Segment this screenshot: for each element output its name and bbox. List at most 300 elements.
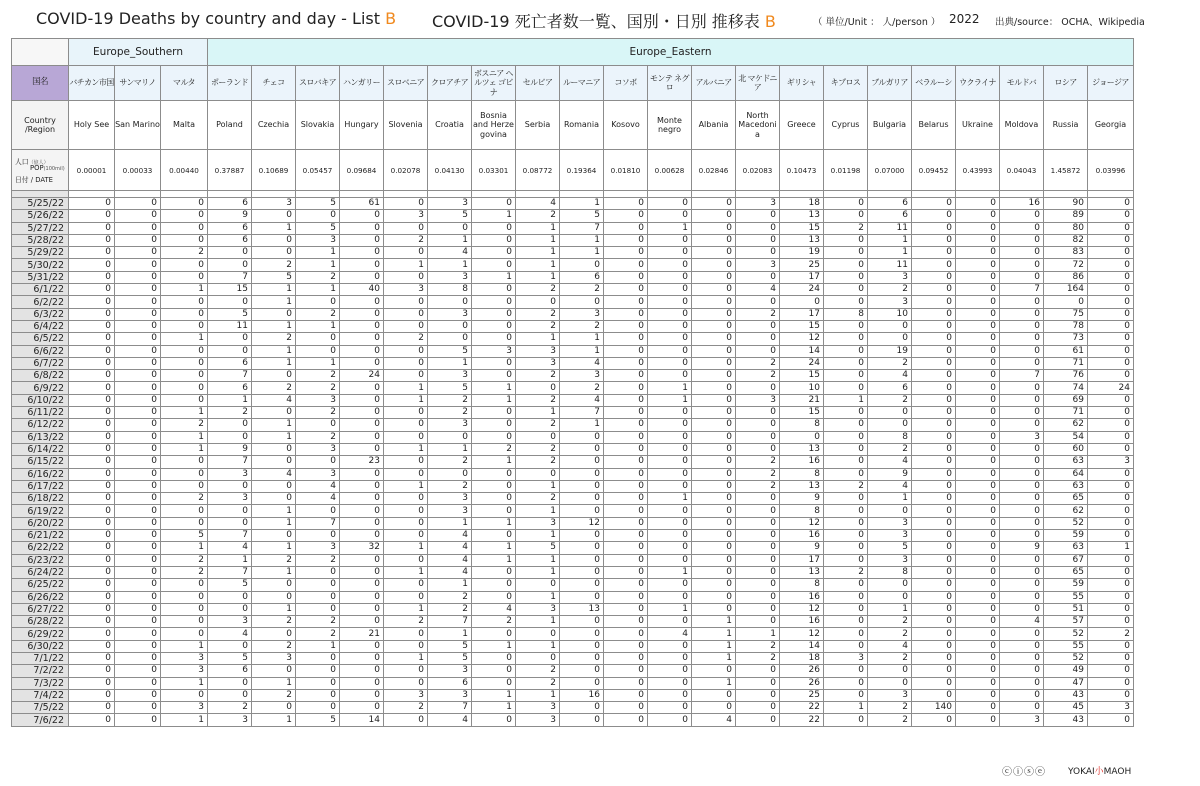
deaths-cell: 0: [1000, 456, 1044, 468]
deaths-cell: 0: [912, 456, 956, 468]
deaths-cell: 0: [1000, 357, 1044, 369]
country-name-jp: ジョージア: [1088, 66, 1134, 101]
deaths-cell: 0: [604, 640, 648, 652]
deaths-cell: 0: [824, 616, 868, 628]
country-name-jp: ロシア: [1044, 66, 1088, 101]
deaths-cell: 49: [1044, 665, 1088, 677]
date-cell: 6/13/22: [12, 431, 69, 443]
deaths-cell: 0: [1000, 296, 1044, 308]
deaths-cell: 0: [1000, 505, 1044, 517]
deaths-cell: 1: [428, 517, 472, 529]
deaths-cell: 0: [115, 357, 161, 369]
deaths-cell: 0: [1088, 530, 1134, 542]
deaths-cell: 0: [161, 210, 208, 222]
deaths-cell: 0: [340, 505, 384, 517]
deaths-cell: 0: [384, 357, 428, 369]
deaths-cell: 0: [648, 247, 692, 259]
deaths-cell: 0: [604, 271, 648, 283]
deaths-cell: 0: [956, 431, 1000, 443]
deaths-cell: 7: [208, 271, 252, 283]
deaths-cell: 5: [296, 714, 340, 726]
deaths-cell: 0: [824, 284, 868, 296]
deaths-cell: 7: [428, 702, 472, 714]
deaths-cell: 4: [868, 480, 912, 492]
deaths-cell: 0: [956, 665, 1000, 677]
deaths-cell: 13: [780, 234, 824, 246]
country-name-en: Romania: [560, 101, 604, 150]
deaths-cell: 24: [780, 357, 824, 369]
deaths-cell: 0: [472, 419, 516, 431]
deaths-cell: 0: [736, 333, 780, 345]
deaths-cell: 0: [956, 296, 1000, 308]
deaths-cell: 3: [868, 689, 912, 701]
country-name-jp: マルタ: [161, 66, 208, 101]
date-cell: 6/15/22: [12, 456, 69, 468]
deaths-cell: 0: [69, 665, 115, 677]
deaths-cell: 0: [340, 677, 384, 689]
deaths-cell: 0: [1088, 419, 1134, 431]
deaths-cell: 0: [69, 530, 115, 542]
deaths-cell: 0: [340, 247, 384, 259]
deaths-cell: 1: [868, 234, 912, 246]
deaths-cell: 0: [115, 689, 161, 701]
deaths-cell: 1: [472, 689, 516, 701]
date-cell: 6/22/22: [12, 542, 69, 554]
deaths-cell: 0: [604, 308, 648, 320]
deaths-cell: 0: [115, 431, 161, 443]
deaths-cell: 0: [604, 652, 648, 664]
deaths-cell: 0: [69, 419, 115, 431]
deaths-cell: 0: [824, 431, 868, 443]
deaths-cell: 11: [868, 259, 912, 271]
country-name-en: Malta: [161, 101, 208, 150]
deaths-cell: 25: [780, 689, 824, 701]
deaths-cell: 1: [384, 566, 428, 578]
deaths-cell: 0: [1088, 308, 1134, 320]
deaths-cell: 0: [384, 579, 428, 591]
deaths-cell: 0: [340, 419, 384, 431]
deaths-cell: 0: [472, 308, 516, 320]
deaths-cell: 2: [516, 320, 560, 332]
deaths-cell: 0: [604, 493, 648, 505]
deaths-cell: 0: [912, 407, 956, 419]
country-name-en: Greece: [780, 101, 824, 150]
deaths-cell: 1: [560, 419, 604, 431]
country-name-en: Slovakia: [296, 101, 340, 150]
deaths-cell: 2: [560, 382, 604, 394]
deaths-cell: 0: [516, 579, 560, 591]
country-population: 0.07000: [868, 150, 912, 191]
deaths-cell: 0: [736, 407, 780, 419]
deaths-cell: 0: [604, 259, 648, 271]
spacer-cell: [161, 191, 208, 198]
deaths-cell: 0: [824, 345, 868, 357]
deaths-cell: 2: [296, 382, 340, 394]
deaths-cell: 16: [780, 616, 824, 628]
deaths-cell: 17: [780, 308, 824, 320]
deaths-cell: 0: [648, 677, 692, 689]
deaths-cell: 0: [340, 382, 384, 394]
deaths-cell: 1: [516, 689, 560, 701]
deaths-cell: 0: [384, 370, 428, 382]
deaths-cell: 0: [340, 296, 384, 308]
deaths-cell: 0: [604, 517, 648, 529]
deaths-cell: 40: [340, 284, 384, 296]
deaths-cell: 3: [428, 689, 472, 701]
deaths-cell: 3: [516, 357, 560, 369]
deaths-cell: 1: [161, 407, 208, 419]
date-cell: 6/9/22: [12, 382, 69, 394]
deaths-cell: 0: [296, 419, 340, 431]
deaths-cell: 4: [1000, 616, 1044, 628]
deaths-cell: 0: [692, 702, 736, 714]
deaths-cell: 3: [516, 517, 560, 529]
deaths-cell: 0: [956, 357, 1000, 369]
deaths-cell: 0: [604, 210, 648, 222]
deaths-cell: 0: [252, 665, 296, 677]
deaths-cell: 0: [824, 247, 868, 259]
deaths-cell: 0: [161, 357, 208, 369]
deaths-cell: 0: [161, 320, 208, 332]
spacer-cell: [115, 191, 161, 198]
deaths-cell: 0: [824, 333, 868, 345]
deaths-cell: 2: [384, 702, 428, 714]
deaths-cell: 13: [780, 210, 824, 222]
deaths-cell: 0: [161, 579, 208, 591]
deaths-cell: 13: [780, 443, 824, 455]
deaths-cell: 0: [384, 320, 428, 332]
deaths-cell: 0: [956, 702, 1000, 714]
date-cell: 6/27/22: [12, 603, 69, 615]
deaths-cell: 2: [824, 566, 868, 578]
deaths-cell: 0: [604, 689, 648, 701]
country-name-jp: モルドバ: [1000, 66, 1044, 101]
deaths-cell: 0: [115, 566, 161, 578]
deaths-cell: 0: [296, 210, 340, 222]
deaths-cell: 0: [692, 579, 736, 591]
deaths-cell: 0: [161, 382, 208, 394]
deaths-cell: 5: [161, 530, 208, 542]
deaths-cell: 12: [780, 603, 824, 615]
deaths-cell: 0: [384, 517, 428, 529]
deaths-cell: 12: [780, 333, 824, 345]
deaths-cell: 0: [340, 530, 384, 542]
deaths-cell: 65: [1044, 493, 1088, 505]
deaths-cell: 0: [560, 677, 604, 689]
date-cell: 7/1/22: [12, 652, 69, 664]
table-row: [12, 456, 1134, 468]
row-label-country-en: Country /Region: [12, 101, 69, 150]
deaths-cell: 1: [428, 579, 472, 591]
deaths-cell: 0: [560, 628, 604, 640]
deaths-cell: 6: [208, 357, 252, 369]
deaths-cell: 23: [340, 456, 384, 468]
deaths-cell: 15: [780, 407, 824, 419]
deaths-cell: 0: [956, 652, 1000, 664]
deaths-cell: 16: [560, 689, 604, 701]
deaths-cell: 5: [428, 652, 472, 664]
country-name-jp: サンマリノ: [115, 66, 161, 101]
deaths-cell: 0: [824, 677, 868, 689]
deaths-cell: 0: [604, 505, 648, 517]
deaths-cell: 0: [69, 677, 115, 689]
deaths-cell: 52: [1044, 628, 1088, 640]
deaths-cell: 2: [208, 407, 252, 419]
deaths-cell: 0: [252, 530, 296, 542]
deaths-cell: 0: [296, 566, 340, 578]
deaths-cell: 3: [560, 370, 604, 382]
deaths-cell: 71: [1044, 407, 1088, 419]
deaths-cell: 0: [115, 284, 161, 296]
deaths-cell: 0: [296, 333, 340, 345]
deaths-cell: 0: [956, 689, 1000, 701]
deaths-cell: 0: [736, 542, 780, 554]
deaths-cell: 0: [252, 628, 296, 640]
deaths-cell: 0: [1088, 665, 1134, 677]
deaths-cell: 0: [1088, 566, 1134, 578]
deaths-cell: 21: [780, 394, 824, 406]
date-cell: 7/6/22: [12, 714, 69, 726]
deaths-cell: 0: [604, 542, 648, 554]
deaths-cell: 6: [868, 382, 912, 394]
table-row: [12, 566, 1134, 578]
deaths-cell: 3: [296, 234, 340, 246]
deaths-cell: 1: [692, 640, 736, 652]
deaths-cell: 0: [384, 296, 428, 308]
deaths-cell: 0: [736, 234, 780, 246]
deaths-cell: 26: [780, 665, 824, 677]
deaths-cell: 71: [1044, 357, 1088, 369]
deaths-cell: 3: [736, 259, 780, 271]
deaths-cell: 12: [780, 628, 824, 640]
deaths-cell: 0: [69, 320, 115, 332]
deaths-cell: 8: [824, 308, 868, 320]
deaths-cell: 0: [208, 591, 252, 603]
deaths-cell: 0: [648, 284, 692, 296]
table-row: [12, 702, 1134, 714]
deaths-cell: 0: [912, 530, 956, 542]
deaths-cell: 140: [912, 702, 956, 714]
deaths-cell: 7: [560, 222, 604, 234]
deaths-cell: 0: [115, 456, 161, 468]
deaths-cell: 4: [428, 714, 472, 726]
deaths-cell: 0: [428, 333, 472, 345]
country-name-en: Hungary: [340, 101, 384, 150]
deaths-cell: 0: [161, 370, 208, 382]
deaths-cell: 15: [780, 222, 824, 234]
deaths-cell: 0: [604, 456, 648, 468]
deaths-cell: 0: [824, 689, 868, 701]
country-name-jp: セルビア: [516, 66, 560, 101]
deaths-cell: 0: [648, 689, 692, 701]
deaths-cell: 0: [340, 591, 384, 603]
deaths-cell: 0: [824, 640, 868, 652]
deaths-cell: 15: [208, 284, 252, 296]
deaths-cell: 1: [384, 480, 428, 492]
deaths-table: [11, 38, 1134, 727]
country-population: 0.10473: [780, 150, 824, 191]
deaths-cell: 0: [736, 677, 780, 689]
country-name-jp: クロアチア: [428, 66, 472, 101]
spacer-cell: [1044, 191, 1088, 198]
deaths-cell: 0: [648, 652, 692, 664]
deaths-cell: 0: [648, 714, 692, 726]
deaths-cell: 2: [296, 628, 340, 640]
deaths-cell: 0: [1088, 689, 1134, 701]
deaths-cell: 0: [384, 640, 428, 652]
deaths-cell: 0: [1000, 689, 1044, 701]
country-population: 0.09684: [340, 150, 384, 191]
deaths-cell: 0: [69, 259, 115, 271]
deaths-cell: 0: [161, 271, 208, 283]
deaths-cell: 0: [1000, 530, 1044, 542]
deaths-cell: 0: [912, 468, 956, 480]
deaths-cell: 1: [296, 640, 340, 652]
deaths-cell: 0: [912, 296, 956, 308]
deaths-cell: 0: [115, 308, 161, 320]
deaths-cell: 61: [1044, 345, 1088, 357]
deaths-cell: 0: [1088, 198, 1134, 210]
deaths-cell: 55: [1044, 591, 1088, 603]
deaths-cell: 0: [161, 222, 208, 234]
cc-license-badge: ⓒⓘⓢⓔ: [1002, 767, 1046, 778]
deaths-cell: 0: [824, 198, 868, 210]
deaths-cell: 0: [208, 419, 252, 431]
deaths-cell: 5: [516, 542, 560, 554]
deaths-cell: 0: [1000, 517, 1044, 529]
country-population: 0.02846: [692, 150, 736, 191]
deaths-cell: 0: [692, 271, 736, 283]
deaths-cell: 3: [736, 394, 780, 406]
deaths-cell: 0: [208, 689, 252, 701]
deaths-cell: 2: [296, 554, 340, 566]
deaths-cell: 0: [384, 407, 428, 419]
deaths-cell: 0: [340, 431, 384, 443]
date-cell: 6/11/22: [12, 407, 69, 419]
deaths-cell: 1: [428, 234, 472, 246]
date-cell: 5/27/22: [12, 222, 69, 234]
deaths-cell: 0: [1088, 493, 1134, 505]
deaths-cell: 0: [648, 579, 692, 591]
country-population: 1.45872: [1044, 150, 1088, 191]
deaths-cell: 0: [1088, 443, 1134, 455]
deaths-cell: 0: [912, 284, 956, 296]
deaths-cell: 1: [428, 259, 472, 271]
deaths-cell: 0: [648, 345, 692, 357]
deaths-cell: 2: [252, 640, 296, 652]
deaths-cell: 1: [516, 554, 560, 566]
deaths-cell: 0: [692, 689, 736, 701]
country-name-en: Ukraine: [956, 101, 1000, 150]
deaths-cell: 6: [208, 382, 252, 394]
deaths-cell: 67: [1044, 554, 1088, 566]
deaths-cell: 0: [428, 222, 472, 234]
deaths-cell: 0: [472, 628, 516, 640]
deaths-cell: 60: [1044, 443, 1088, 455]
deaths-cell: 0: [912, 210, 956, 222]
source-note: 出典/source： OCHA、Wikipedia: [995, 17, 1145, 28]
deaths-cell: 0: [736, 296, 780, 308]
deaths-cell: 0: [340, 394, 384, 406]
deaths-cell: 0: [956, 382, 1000, 394]
deaths-cell: 0: [648, 505, 692, 517]
deaths-cell: 0: [648, 616, 692, 628]
deaths-cell: 0: [956, 271, 1000, 283]
country-population: 0.10689: [252, 150, 296, 191]
deaths-cell: 4: [208, 542, 252, 554]
deaths-cell: 0: [956, 591, 1000, 603]
region-header: Europe_Southern: [69, 39, 208, 66]
deaths-cell: 0: [604, 320, 648, 332]
deaths-cell: 0: [648, 443, 692, 455]
deaths-cell: 0: [69, 271, 115, 283]
deaths-cell: 0: [1088, 210, 1134, 222]
deaths-cell: 0: [516, 652, 560, 664]
deaths-cell: 0: [648, 296, 692, 308]
deaths-cell: 3: [868, 530, 912, 542]
deaths-cell: 4: [296, 480, 340, 492]
deaths-cell: 2: [161, 566, 208, 578]
deaths-cell: 57: [1044, 616, 1088, 628]
deaths-cell: 0: [648, 259, 692, 271]
date-cell: 6/8/22: [12, 370, 69, 382]
country-name-jp: ポーランド: [208, 66, 252, 101]
deaths-cell: 0: [560, 542, 604, 554]
deaths-cell: 3: [384, 284, 428, 296]
country-name-en: San Marino: [115, 101, 161, 150]
date-cell: 6/4/22: [12, 320, 69, 332]
deaths-cell: 3: [516, 603, 560, 615]
deaths-cell: 0: [69, 689, 115, 701]
deaths-cell: 0: [208, 296, 252, 308]
deaths-cell: 1: [428, 357, 472, 369]
deaths-cell: 1: [516, 505, 560, 517]
deaths-cell: 0: [161, 259, 208, 271]
spacer-cell: [736, 191, 780, 198]
deaths-cell: 0: [824, 456, 868, 468]
deaths-cell: 4: [868, 456, 912, 468]
deaths-cell: 52: [1044, 517, 1088, 529]
deaths-cell: 0: [648, 234, 692, 246]
deaths-cell: 4: [516, 198, 560, 210]
deaths-cell: 0: [824, 530, 868, 542]
deaths-cell: 6: [208, 665, 252, 677]
date-cell: 5/28/22: [12, 234, 69, 246]
deaths-cell: 1: [161, 333, 208, 345]
country-name-jp: スロベニア: [384, 66, 428, 101]
deaths-cell: 0: [912, 271, 956, 283]
deaths-cell: 22: [780, 714, 824, 726]
deaths-cell: 0: [69, 247, 115, 259]
table-row: [12, 640, 1134, 652]
deaths-cell: 1: [252, 345, 296, 357]
deaths-cell: 0: [604, 247, 648, 259]
deaths-cell: 1: [648, 566, 692, 578]
deaths-cell: 0: [252, 247, 296, 259]
deaths-cell: 5: [428, 210, 472, 222]
deaths-cell: 0: [115, 554, 161, 566]
deaths-cell: 2: [516, 308, 560, 320]
deaths-cell: 0: [1088, 222, 1134, 234]
deaths-cell: 0: [912, 480, 956, 492]
deaths-cell: 0: [69, 234, 115, 246]
deaths-cell: 0: [956, 616, 1000, 628]
deaths-cell: 0: [648, 542, 692, 554]
deaths-cell: 0: [1088, 640, 1134, 652]
deaths-cell: 1: [252, 431, 296, 443]
deaths-cell: 0: [472, 665, 516, 677]
deaths-cell: 0: [736, 579, 780, 591]
